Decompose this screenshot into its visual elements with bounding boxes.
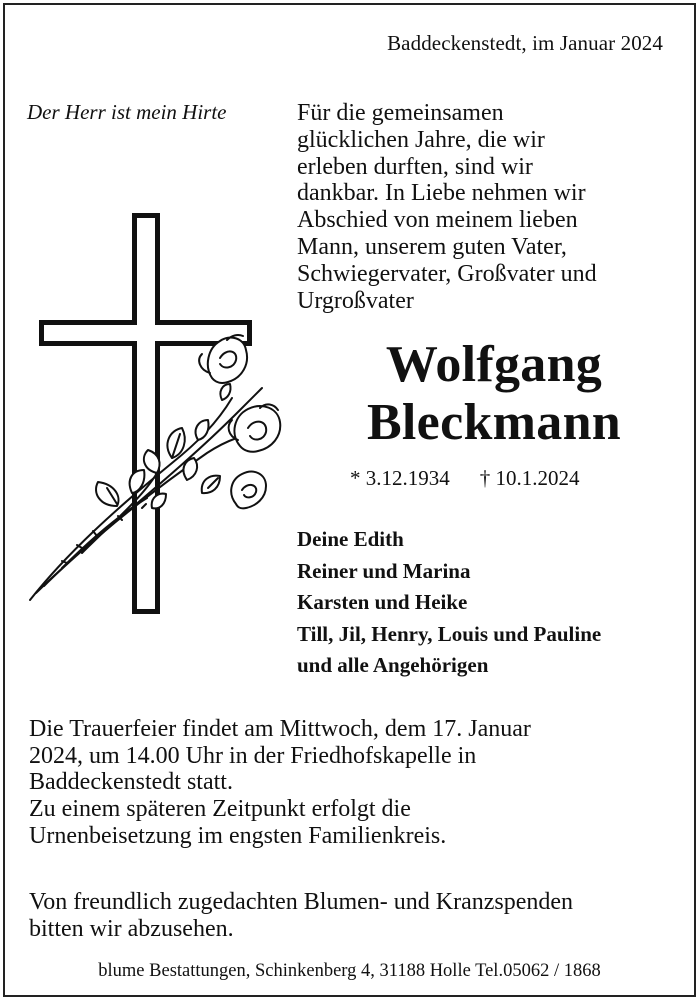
ceremony-line: 2024, um 14.00 Uhr in der Friedhofskapelle in bbox=[29, 742, 477, 769]
intro-text bbox=[297, 100, 687, 314]
cross-with-roses-illustration bbox=[22, 208, 292, 618]
ceremony-info bbox=[29, 716, 689, 850]
intro-line: glücklichen Jahre, die wir bbox=[297, 126, 545, 153]
mourner-line: Deine Edith bbox=[297, 527, 404, 551]
ceremony-line: Baddeckenstedt statt. bbox=[29, 769, 233, 796]
intro-line: erleben durften, sind wir bbox=[297, 153, 533, 180]
mourner-line: Reiner und Marina bbox=[297, 558, 471, 583]
funeral-home-footer: blume Bestattungen, Schinkenberg 4, 31188 Holle Tel.05062 / 1868 bbox=[98, 961, 601, 981]
ceremony-line: Urnenbeisetzung im engsten Familienkreis. bbox=[29, 822, 447, 849]
intro-line: Mann, unserem guten Vater, bbox=[297, 233, 567, 260]
flowers-request bbox=[29, 889, 689, 942]
intro-line: Urgroßvater bbox=[297, 287, 414, 314]
ceremony-line: Zu einem späteren Zeitpunkt erfolgt die bbox=[29, 796, 411, 823]
motto: Der Herr ist mein Hirte bbox=[27, 100, 227, 124]
birth-date: * 3.12.1934 bbox=[350, 466, 450, 490]
intro-line: Schwiegervater, Großvater und bbox=[297, 260, 597, 287]
intro-line: Abschied von meinem lieben bbox=[297, 207, 578, 234]
ceremony-line: Die Trauerfeier findet am Mittwoch, dem 17. Januar bbox=[29, 716, 531, 742]
place-date: Baddeckenstedt, im Januar 2024 bbox=[387, 31, 663, 55]
mourner-line: Till, Jil, Henry, Louis und Pauline bbox=[297, 621, 602, 646]
deceased-name bbox=[300, 336, 688, 452]
last-name: Bleckmann bbox=[366, 394, 622, 451]
mourner-line: und alle Angehörigen bbox=[297, 653, 489, 677]
death-date: † 10.1.2024 bbox=[479, 466, 580, 490]
flowers-line: Von freundlich zugedachten Blumen- und Kranzspenden bbox=[29, 889, 574, 915]
first-name: Wolfgang bbox=[385, 336, 603, 393]
mourners-list bbox=[297, 524, 601, 682]
intro-line: dankbar. In Liebe nehmen wir bbox=[297, 180, 586, 207]
flowers-line: bitten wir abzusehen. bbox=[29, 915, 234, 942]
mourner-line: Karsten und Heike bbox=[297, 590, 468, 614]
life-dates bbox=[350, 465, 580, 491]
intro-line: Für die gemeinsamen bbox=[297, 100, 504, 126]
